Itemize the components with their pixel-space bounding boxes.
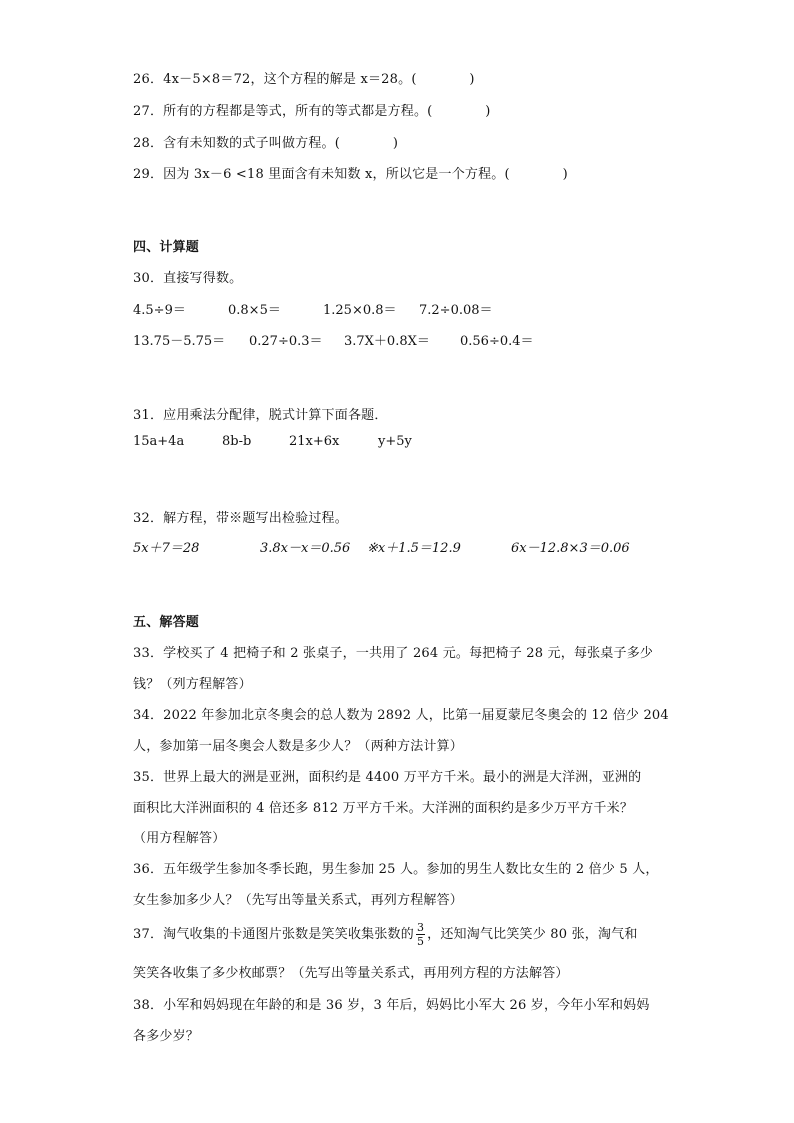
q30-item: 0.27÷0.3＝	[249, 334, 323, 349]
q32-equation: 5x＋7＝28	[133, 541, 200, 556]
question-35-line-3: （用方程解答）	[133, 831, 226, 846]
question-38-line-1: 38．小军和妈妈现在年龄的和是 36 岁，3 年后，妈妈比小军大 26 岁，今年小军和妈妈	[133, 998, 650, 1013]
q32-equation: 6x－12.8×3＝0.06	[511, 541, 630, 556]
question-33-line-2: 钱？（列方程解答）	[133, 677, 252, 692]
question-34-line-1: 34．2022 年参加北京冬奥会的总人数为 2892 人，比第一届夏蒙尼冬奥会的 12 倍少 204	[133, 708, 669, 723]
question-33-line-1: 33．学校买了 4 把椅子和 2 张桌子，一共用了 264 元。每把椅子 28 元，每张桌子多少	[133, 646, 654, 661]
question-38-line-2: 各多少岁？	[133, 1029, 200, 1044]
question-36-line-1: 36．五年级学生参加冬季长跑，男生参加 25 人。参加的男生人数比女生的 2 倍少 5 人，	[133, 862, 659, 877]
q31-item: 15a+4a	[133, 434, 185, 449]
question-32-prompt: 32．解方程，带※题写出检验过程。	[133, 511, 348, 526]
q30-item: 0.56÷0.4＝	[460, 334, 534, 349]
question-26: 26．4x－5×8＝72，这个方程的解是 x＝28。( )	[133, 72, 475, 87]
section-5-title: 五、解答题	[133, 615, 200, 630]
question-37-line-1	[133, 922, 638, 947]
question-35-line-2: 面积比大洋洲面积的 4 倍还多 812 万平方千米。大洋洲的面积约是多少万平方千米？	[133, 801, 634, 816]
fraction-numerator: 3	[416, 921, 425, 934]
q30-item: 13.75－5.75＝	[133, 334, 226, 349]
question-34-line-2: 人，参加第一届冬奥会人数是多少人？（两种方法计算）	[133, 739, 464, 754]
q30-item: 0.8×5＝	[228, 303, 281, 318]
q30-item: 4.5÷9＝	[133, 303, 186, 318]
question-31-prompt: 31．应用乘法分配律，脱式计算下面各题．	[133, 408, 388, 423]
question-37-line-2: 笑笑各收集了多少枚邮票？（先写出等量关系式，再用列方程的方法解答）	[133, 966, 569, 981]
q31-item: 21x+6x	[289, 434, 340, 449]
q31-item: 8b-b	[222, 434, 252, 449]
fraction-denominator: 5	[416, 935, 425, 948]
q30-item: 3.7X＋0.8X＝	[344, 334, 430, 349]
q37-text-after: ，还知淘气比笑笑少 80 张，淘气和	[427, 927, 638, 942]
q31-item: y+5y	[378, 434, 412, 449]
q30-item: 1.25×0.8＝	[323, 303, 397, 318]
section-4-title: 四、计算题	[133, 240, 200, 255]
question-30-prompt: 30．直接写得数。	[133, 271, 243, 286]
question-35-line-1: 35．世界上最大的洲是亚洲，面积约是 4400 万平方千米。最小的洲是大洋洲，亚洲的	[133, 770, 642, 785]
question-29: 29．因为 3x－6 <18 里面含有未知数 x，所以它是一个方程。( )	[133, 167, 568, 182]
q32-equation: 3.8x－x＝0.56	[260, 541, 351, 556]
q37-text-before: 37．淘气收集的卡通图片张数是笑笑收集张数的	[133, 927, 414, 942]
q37-fraction	[416, 922, 425, 947]
question-27: 27．所有的方程都是等式，所有的等式都是方程。( )	[133, 104, 491, 119]
question-28: 28．含有未知数的式子叫做方程。( )	[133, 136, 399, 151]
q32-equation: ※x＋1.5＝12.9	[367, 541, 461, 556]
q30-item: 7.2÷0.08＝	[419, 303, 493, 318]
question-36-line-2: 女生参加多少人？（先写出等量关系式，再列方程解答）	[133, 893, 464, 908]
